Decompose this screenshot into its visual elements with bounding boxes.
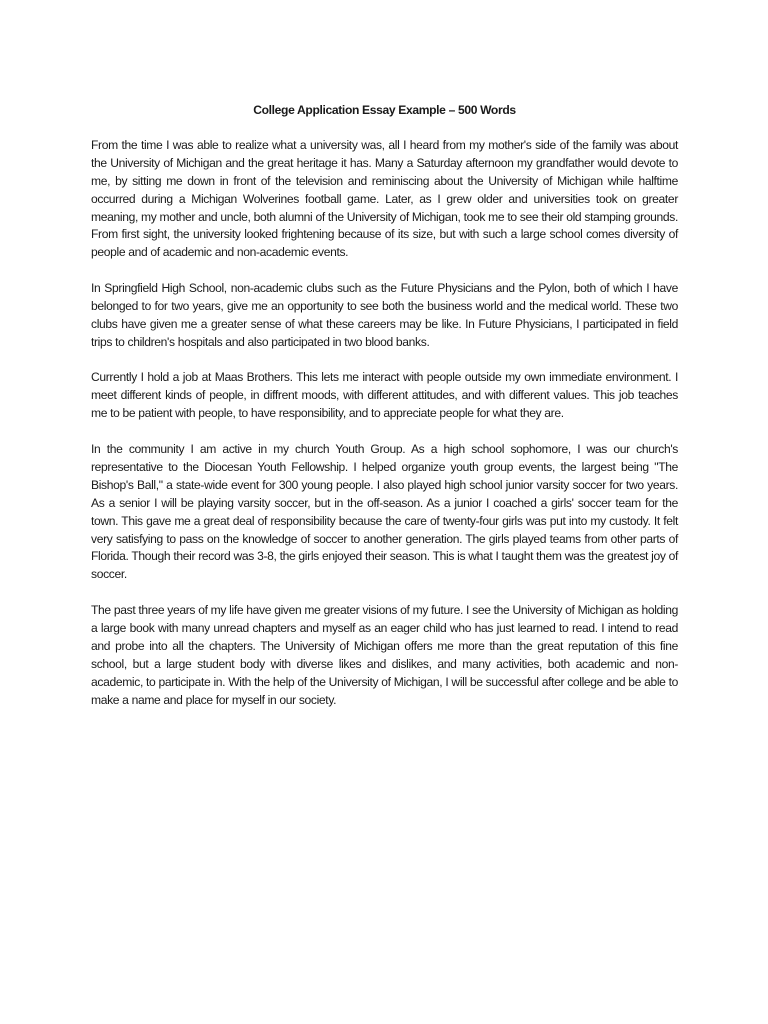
paragraph-2: In Springfield High School, non-academic clubs such as the Future Physicians and the Pylon, both of which I have belonged to for two years, give me an opportunity to see both the business world and the medical world. These two clubs have given me a greater sense of what these careers may be like. In Future Physicians, I participated in field trips to children's hospitals and also participated in two blood banks. xyxy=(91,281,678,349)
essay-body xyxy=(91,102,678,727)
essay-title: College Application Essay Example – 500 Words xyxy=(253,103,516,117)
paragraph-4: In the community I am active in my church Youth Group. As a high school sophomore, I was our church's representative to the Diocesan Youth Fellowship. I helped organize youth group events, the largest being "The Bishop's Ball," a state-wide event for 300 young people. I also played high school junior varsity soccer for two years. As a senior I will be playing varsity soccer, but in the off-season. As a junior I coached a girls' soccer team for the town. This gave me a great deal of responsibility because the care of twenty-four girls was put into my custody. It felt very satisfying to pass on the knowledge of soccer to another generation. The girls played teams from other parts of Florida. Though their record was 3-8, the girls enjoyed their season. This is what I taught them was the greatest joy of soccer. xyxy=(91,441,678,582)
paragraph-1: From the time I was able to realize what a university was, all I heard from my mother's side of the family was about the University of Michigan and the great heritage it has. Many a Saturday afternoon my grandfather would devote to me, by sitting me down in front of the television and reminiscing about the University of Michigan while halftime occurred during a Michigan Wolverines football game. Later, as I grew older and universities took on greater meaning, my mother and uncle, both alumni of the University of Michigan, took me to see their old stamping grounds. From first sight, the university looked frightening because of its size, but with such a large school comes diversity of people and of academic and non-academic events. xyxy=(91,137,678,260)
paragraph-5: The past three years of my life have given me greater visions of my future. I see the University of Michigan as holding a large book with many unread chapters and myself as an eager child who has just learned to read. I intend to read and probe into all the chapters. The University of Michigan offers me more than the great reputation of this fine school, but a large student body with diverse likes and dislikes, and many activities, both academic and non-academic, to participate in. With the help of the University of Michigan, I will be successful after college and be able to make a name and place for myself in our society. xyxy=(91,603,678,707)
paragraph-3: Currently I hold a job at Maas Brothers. This lets me interact with people outside my own immediate environment. I meet different kinds of people, in diffrent moods, with different attitudes, and with different values. This job teaches me to be patient with people, to have responsibility, and to appreciate people for what they are. xyxy=(91,370,678,421)
